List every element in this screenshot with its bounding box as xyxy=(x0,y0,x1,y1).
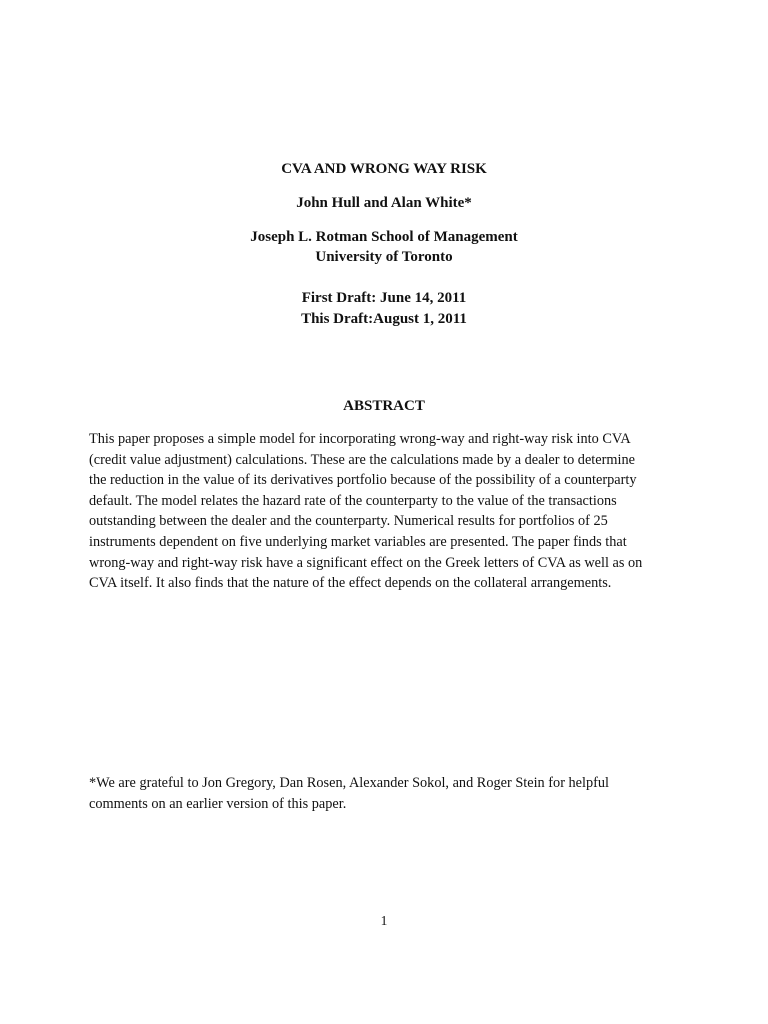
footnote-line: comments on an earlier version of this paper. xyxy=(89,795,347,812)
author-line: John Hull and Alan White* xyxy=(296,195,472,211)
acknowledgement-footnote xyxy=(89,773,689,814)
first-draft-date: First Draft: June 14, 2011 xyxy=(301,290,467,306)
affiliation-school: Joseph L. Rotman School of Management xyxy=(250,229,518,245)
abstract-line: CVA itself. It also finds that the nature of the effect depends on the collateral arrangements. xyxy=(89,575,612,592)
abstract-body xyxy=(89,429,689,594)
page-number: 1 xyxy=(380,913,388,928)
abstract-line: (credit value adjustment) calculations. These are the calculations made by a dealer to determine xyxy=(89,451,635,468)
current-draft-date: This Draft:August 1, 2011 xyxy=(301,311,467,327)
abstract-heading: ABSTRACT xyxy=(343,398,425,414)
abstract-line: outstanding between the dealer and the counterparty. Numerical results for portfolios of 25 xyxy=(89,513,608,530)
abstract-line: the reduction in the value of its derivatives portfolio because of the possibility of a counterparty xyxy=(89,472,637,489)
footnote-line: *We are grateful to Jon Gregory, Dan Rosen, Alexander Sokol, and Roger Stein for helpful xyxy=(89,775,610,791)
abstract-line: default. The model relates the hazard rate of the counterparty to the value of the transactions xyxy=(89,492,617,509)
abstract-line: instruments dependent on five underlying market variables are presented. The paper finds that xyxy=(89,533,627,550)
paper-title: CVA AND WRONG WAY RISK xyxy=(281,161,487,177)
affiliation-university: University of Toronto xyxy=(315,249,453,265)
abstract-line: wrong-way and right-way risk have a significant effect on the Greek letters of CVA as well as on xyxy=(89,554,643,571)
abstract-line: This paper proposes a simple model for incorporating wrong-way and right-way risk into CVA xyxy=(89,431,631,447)
